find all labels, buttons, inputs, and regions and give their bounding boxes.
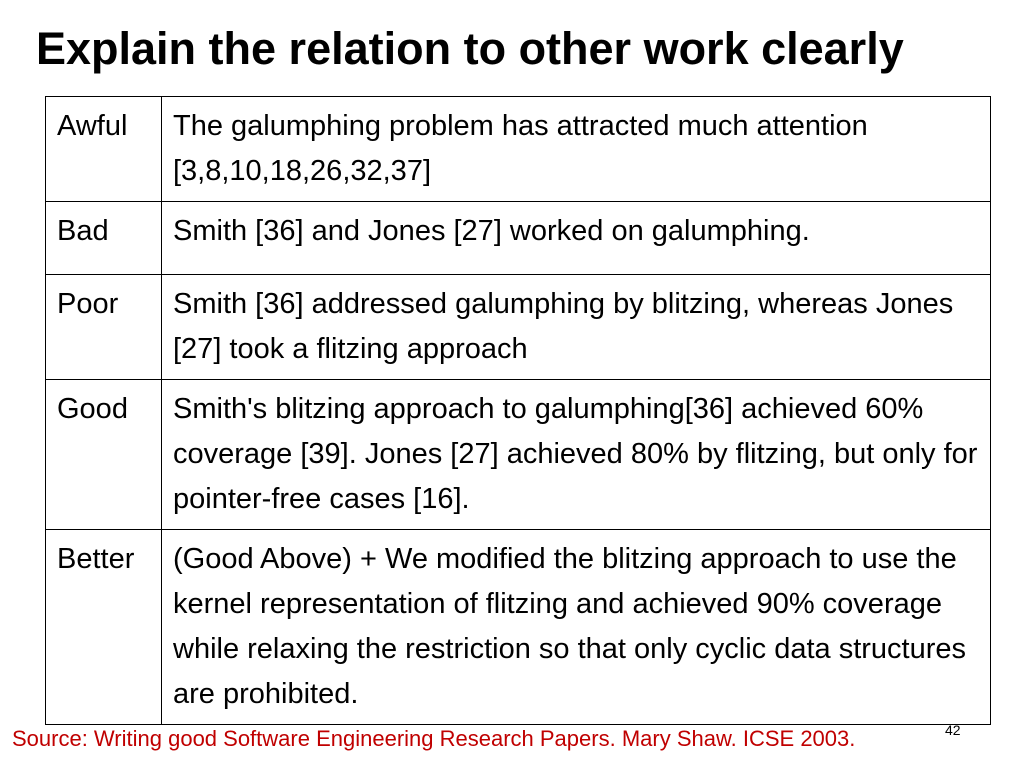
row-text-good: Smith's blitzing approach to galumphing[36] achieved 60% coverage [39]. Jones [27] achieved 80% by flitzing, but only for pointer-free cases [16]. [162, 380, 991, 530]
source-citation: Source: Writing good Software Engineering Research Papers. Mary Shaw. ICSE 2003. [12, 726, 856, 751]
row-label-bad: Bad [46, 202, 162, 275]
row-text-better: (Good Above) + We modified the blitzing approach to use the kernel representation of flitzing and achieved 90% coverage while relaxing the restriction so that only cyclic data structures are prohibited. [162, 530, 991, 725]
slide-title: Explain the relation to other work clearly [36, 23, 904, 74]
row-text-bad: Smith [36] and Jones [27] worked on galumphing. [162, 202, 991, 275]
row-label-poor: Poor [46, 275, 162, 380]
table-row [46, 275, 991, 380]
table-row [46, 97, 991, 202]
comparison-table [45, 96, 991, 725]
row-label-better: Better [46, 530, 162, 725]
row-text-awful: The galumphing problem has attracted much attention [3,8,10,18,26,32,37] [162, 97, 991, 202]
page-number: 42 [945, 722, 961, 738]
table-row [46, 530, 991, 725]
table-row [46, 380, 991, 530]
row-label-good: Good [46, 380, 162, 530]
row-text-poor: Smith [36] addressed galumphing by blitzing, whereas Jones [27] took a flitzing approach [162, 275, 991, 380]
table-row [46, 202, 991, 275]
row-label-awful: Awful [46, 97, 162, 202]
